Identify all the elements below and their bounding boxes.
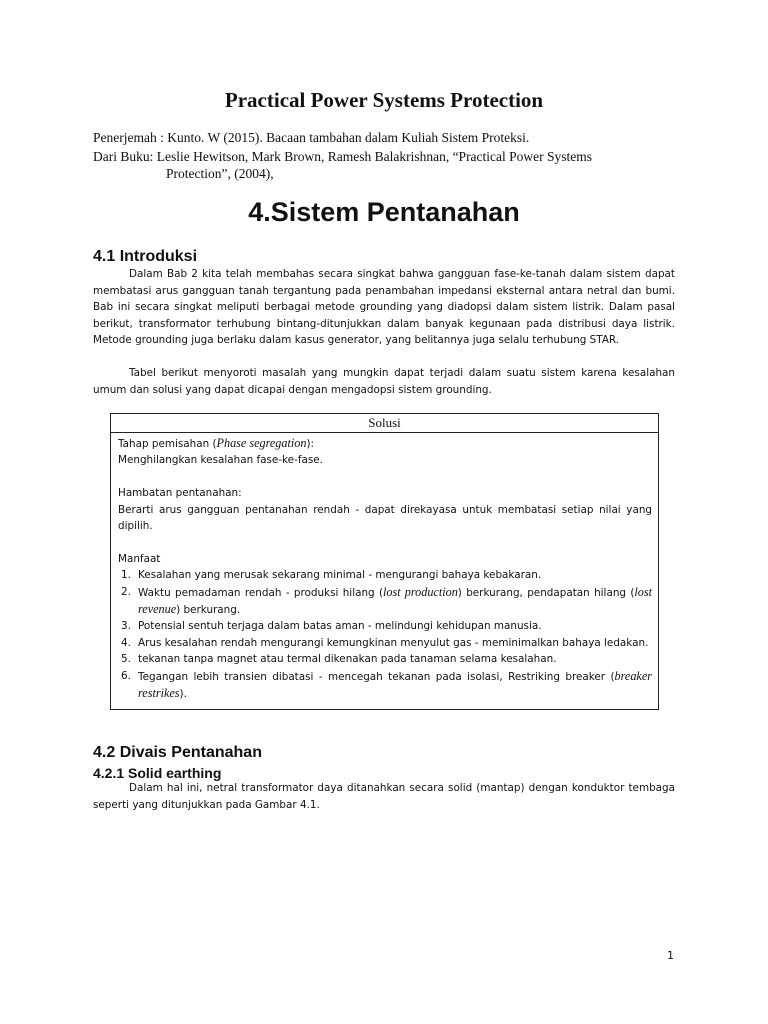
intro-paragraph (93, 266, 675, 349)
list-item: 1. Kesalahan yang merusak sekarang minimal - mengurangi bahaya kebakaran. (121, 569, 542, 582)
table-body (111, 433, 658, 702)
phase-segregation-label: Tahap pemisahan (Phase segregation): (118, 436, 315, 450)
section-heading: 4.2 Divais Pentanahan (93, 744, 262, 761)
benefits-label: Manfaat (118, 552, 161, 565)
document-title: Practical Power Systems Protection (224, 88, 544, 112)
table-header: Solusi (111, 414, 658, 433)
subsection-heading: 4.2.1 Solid earthing (93, 765, 222, 781)
earthing-resistance-label: Hambatan pentanahan: (118, 487, 242, 500)
chapter-title: 4.Sistem Pentanahan (248, 197, 520, 227)
list-item: 4. Arus kesalahan rendah mengurangi kemungkinan menyulut gas - meminimalkan bahaya ledakan. (121, 636, 649, 649)
solid-earthing-paragraph-text: Dalam hal ini, netral transformator daya ditanahkan secara solid (mantap) dengan konduktor tembaga seperti yang ditunjukkan pada Gambar 4.1. (93, 782, 675, 811)
solution-table (110, 413, 659, 710)
source-line: Dari Buku: Leslie Hewitson, Mark Brown, Ramesh Balakrishnan, “Practical Power Systems (93, 149, 593, 164)
list-item: 6. Tegangan lebih transien dibatasi - mencegah tekanan pada isolasi, Restriking breaker (breaker restrikes). (121, 668, 652, 701)
solid-earthing-paragraph (93, 780, 675, 813)
list-item: 3. Potensial sentuh terjaga dalam batas aman - melindungi kehidupan manusia. (121, 620, 542, 633)
phase-segregation-text: Menghilangkan kesalahan fase-ke-fase. (118, 454, 323, 467)
source-line-continuation: Protection”, (2004), (166, 166, 274, 181)
list-item: 2. Waktu pemadaman rendah - produksi hilang (lost production) berkurang, pendapatan hilang (lost revenue) berkurang. (121, 584, 653, 617)
earthing-resistance-text: Berarti arus gangguan pentanahan rendah - dapat direkayasa untuk membatasi setiap nilai yang dipilih. (118, 503, 652, 533)
list-item: 5. tekanan tanpa magnet atau termal dikenakan pada tanaman selama kesalahan. (121, 653, 557, 666)
benefits-list (118, 567, 652, 702)
table-intro-paragraph-text: Tabel berikut menyoroti masalah yang mungkin dapat terjadi dalam suatu sistem karena kesalahan umum dan solusi yang dapat dicapai dengan mengadopsi sistem grounding. (93, 367, 675, 396)
page-number: 1 (667, 949, 674, 962)
table-intro-paragraph (93, 365, 675, 398)
intro-paragraph-text: Dalam Bab 2 kita telah membahas secara singkat bahwa gangguan fase-ke-tanah dalam sistem dapat membatasi arus gangguan tanah tergantung pada penambahan impedansi eksternal antara netral dan bumi. Bab ini secara singkat meliputi berbagai metode grounding yang diadopsi dalam sistem listrik. Dalam pasal berikut, transformator terhubung bintang-ditunjukkan dalam banyak kegunaan pada distribusi daya listrik. Metode grounding juga berlaku dalam kasus generator, yang belitannya juga selalu terhubung STAR. (93, 268, 675, 346)
section-heading: 4.1 Introduksi (93, 248, 198, 265)
translator-line: Penerjemah : Kunto. W (2015). Bacaan tambahan dalam Kuliah Sistem Proteksi. (93, 130, 530, 145)
